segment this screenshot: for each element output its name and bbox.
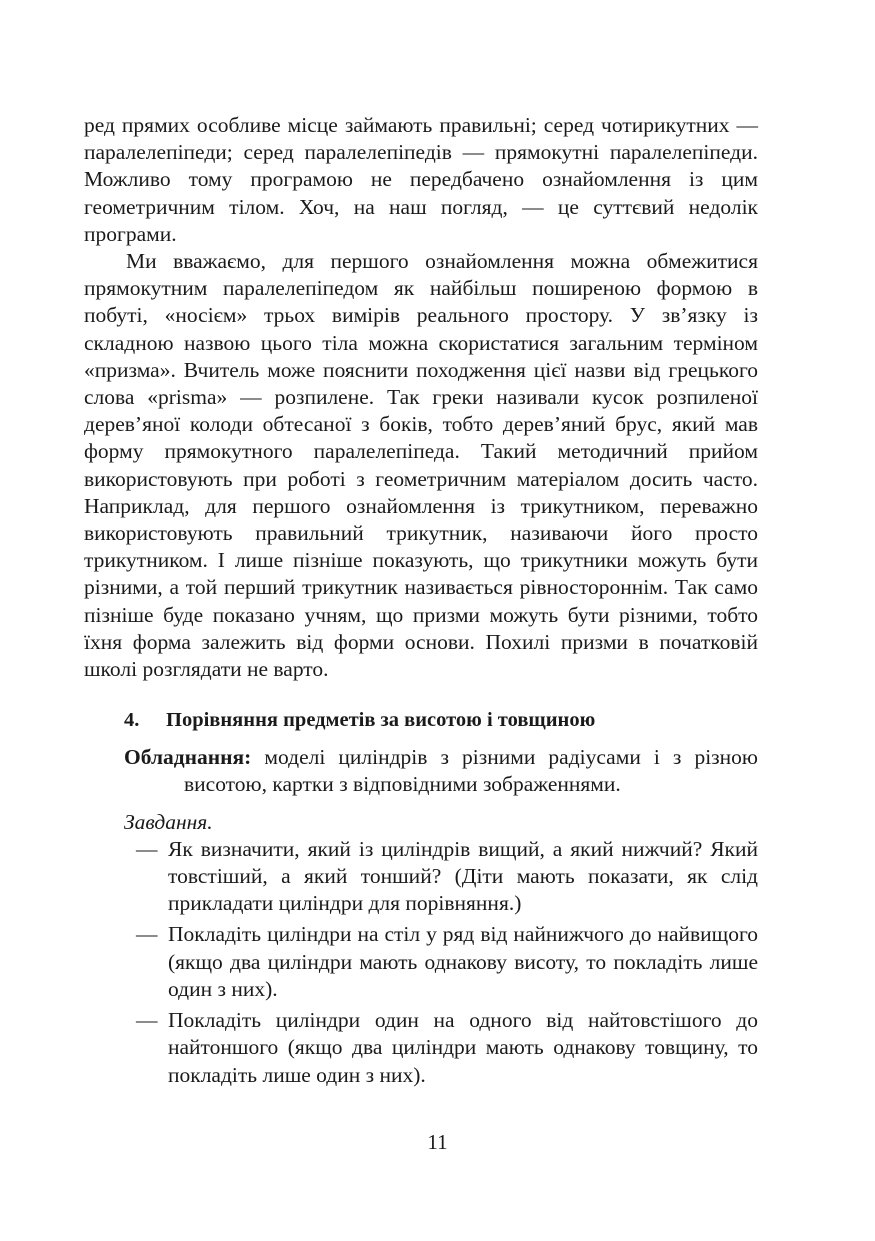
paragraph-continuation: ред прямих особливе місце займають правильні; серед чотирикутних — паралелепіпеди; серед паралелепіпедів — прямокутні паралелепіпеди. Можливо тому програмою не передбачено ознайомлення із цим геометричним тілом. Хоч, на наш погляд, — це суттєвий недолік програми. bbox=[84, 113, 758, 246]
equipment-line bbox=[124, 744, 758, 798]
task-list bbox=[84, 836, 758, 1089]
paragraph-prism: Ми вважаємо, для першого ознайомлення можна обмежитися прямокутним паралелепіпедом як найбільш поширеною формою в побуті, «носієм» трьох вимірів реального простору. У зв’язку із складною назвою цього тіла можна скористатися загальним терміном «призма». Вчитель може пояснити походження цієї назви від грецького слова «prisma» — розпилене. Так греки називали кусок розпиленої дерев’яної колоди обтесаної з боків, тобто дерев’яний брус, який мав форму прямокутного паралелепіпеда. Такий методичний прийом використовують при роботі з геометричним матеріалом досить часто. Наприклад, для першого ознайомлення із трикутником, переважно використовують правильний трикутник, називаючи його просто трикутником. І лише пізніше показують, що трикутники можуть бути різними, а той перший трикутник називається рівностороннім. Так само пізніше буде показано учням, що призми можуть бути різними, тобто їхня форма залежить від форми основи. Похилі призми в початковій школі розглядати не варто. bbox=[84, 249, 758, 682]
task-dash: — bbox=[136, 1008, 158, 1033]
section-title: Порівняння предметів за висотою і товщиною bbox=[166, 709, 596, 732]
task-item bbox=[136, 836, 758, 918]
task-dash: — bbox=[136, 836, 158, 861]
task-dash: — bbox=[136, 922, 158, 947]
task-text: Покладіть циліндри один на одного від найтовстішого до найтоншого (якщо два циліндри мають однакову товщину, то покладіть лише один з них). bbox=[168, 1008, 758, 1087]
tasks-label: Завдання. bbox=[124, 809, 213, 834]
task-item bbox=[136, 1007, 758, 1089]
equipment-label: Обладнання: bbox=[124, 745, 252, 770]
task-text: Покладіть циліндри на стіл у ряд від найнижчого до найвищого (якщо два циліндри мають однакову висоту, то покладіть лише один з них). bbox=[168, 922, 758, 1001]
page-number: 11 bbox=[427, 1130, 448, 1154]
equipment-text: моделі циліндрів з різними радіусами і з різною висотою, картки з відповідними зображеннями. bbox=[184, 745, 758, 797]
document-page bbox=[84, 112, 758, 1093]
section-heading bbox=[124, 707, 758, 734]
task-text: Як визначити, який із циліндрів вищий, а який нижчий? Який товстіший, а який тонший? (Діти мають показати, як слід прикладати циліндри для порівняння.) bbox=[168, 836, 758, 916]
task-item bbox=[136, 921, 758, 1003]
section-number: 4. bbox=[124, 709, 140, 732]
